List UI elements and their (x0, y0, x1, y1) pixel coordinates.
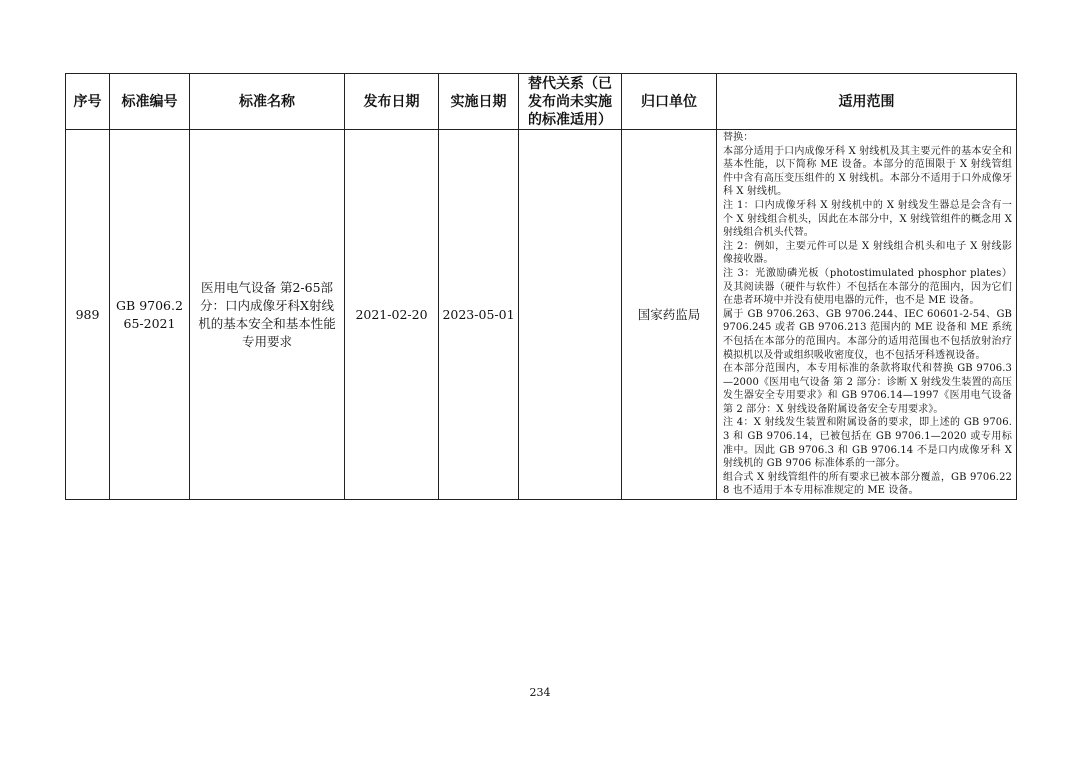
scope-paragraph: 注 2：例如，主要元件可以是 X 射线组合机头和电子 X 射线影像接收器。 (723, 240, 1012, 266)
header-code: 标准编号 (110, 74, 190, 130)
header-seq: 序号 (66, 74, 110, 130)
cell-seq: 989 (66, 130, 110, 500)
scope-paragraph: 组合式 X 射线管组件的所有要求已被本部分覆盖，GB 9706.228 也不适用于本专用标准规定的 ME 设备。 (723, 471, 1012, 497)
table-header-row (66, 74, 1017, 130)
scope-paragraph: 注 3：光激励磷光板（photostimulated phosphor plates）及其阅读器（硬件与软件）不包括在本部分的范围内，因为它们在患者环境中并没有使用电器的元件，也不是 ME 设备。 (723, 267, 1012, 307)
table-row (66, 130, 1017, 500)
cell-scope (717, 130, 1017, 500)
header-effective-date: 实施日期 (439, 74, 519, 130)
standards-table (65, 73, 1017, 500)
scope-paragraph: 注 1：口内成像牙科 X 射线机中的 X 射线发生器总是会含有一个 X 射线组合机头，因此在本部分中，X 射线管组件的概念用 X 射线组合机头代替。 (723, 199, 1012, 239)
cell-publish-date: 2021-02-20 (345, 130, 439, 500)
header-authority: 归口单位 (622, 74, 717, 130)
scope-paragraph: 在本部分范围内，本专用标准的条款将取代和替换 GB 9706.3—2000《医用电气设备 第 2 部分：诊断 X 射线发生装置的高压发生器安全专用要求》和 GB 9706.14—1997《医用电气设备 第 2 部分：X 射线设备附属设备安全专用要求》。 (723, 363, 1012, 415)
header-replacement: 替代关系（已发布尚未实施的标准适用） (519, 74, 622, 130)
scope-paragraph: 注 4：X 射线发生装置和附属设备的要求，即上述的 GB 9706.3 和 GB 9706.14，已被包括在 GB 9706.1—2020 或专用标准中。因此 GB 9706.3 和 GB 9706.14 不是口内成像牙科 X 射线机的 GB 9706 标准体系的一部分。 (723, 417, 1012, 470)
page-number: 234 (529, 686, 551, 699)
header-scope: 适用范围 (717, 74, 1017, 130)
scope-paragraph: 本部分适用于口内成像牙科 X 射线机及其主要元件的基本安全和基本性能，以下简称 ME 设备。本部分的范围限于 X 射线管组件中含有高压变压组件的 X 射线机。本部分不适用于口外成像牙科 X 射线机。 (723, 145, 1012, 198)
cell-authority: 国家药监局 (622, 130, 717, 500)
scope-paragraph: 属于 GB 9706.263、GB 9706.244、IEC 60601-2-54、GB 9706.245 或者 GB 9706.213 范围内的 ME 设备和 ME 系统不包括在本部分的范围内。本部分的适用范围也不包括放射治疗模拟机以及骨或组织吸收密度仪，也不包括牙科透视设备。 (723, 308, 1012, 361)
cell-name: 医用电气设备 第2-65部分：口内成像牙科X射线机的基本安全和基本性能专用要求 (190, 130, 345, 500)
cell-code: GB 9706.265-2021 (110, 130, 190, 500)
cell-replacement (519, 130, 622, 500)
cell-effective-date: 2023-05-01 (439, 130, 519, 500)
header-name: 标准名称 (190, 74, 345, 130)
header-publish-date: 发布日期 (345, 74, 439, 130)
scope-paragraph: 替换： (723, 132, 754, 143)
